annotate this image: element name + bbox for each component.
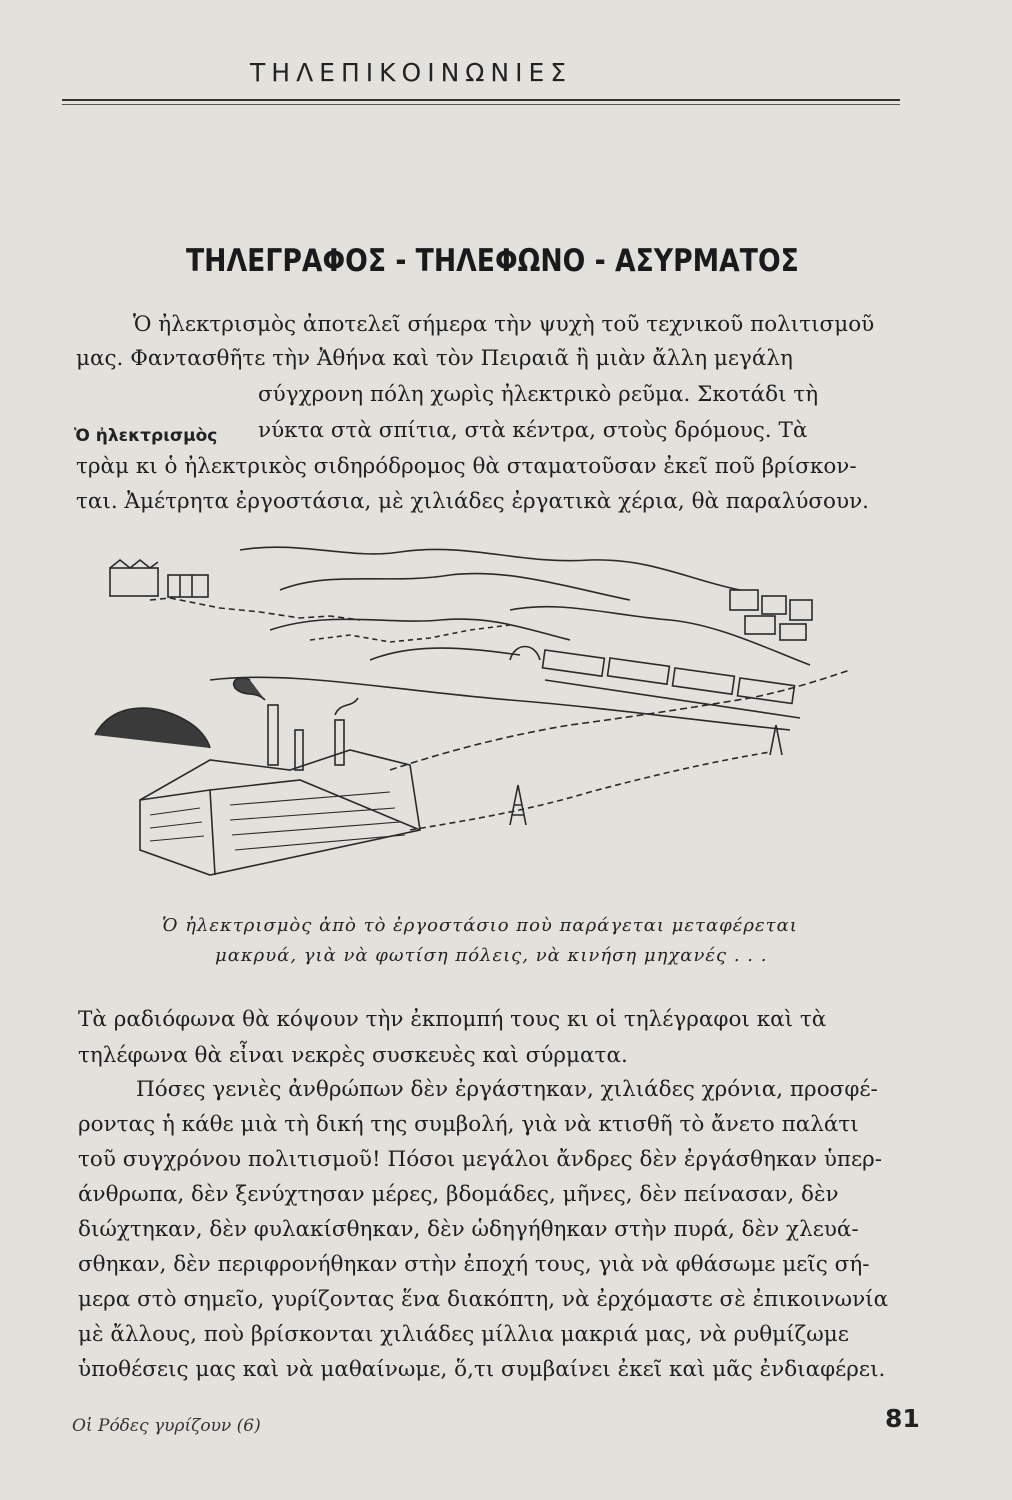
intro-line-3: σύγχρονη πόλη χωρὶς ἠλεκτρικὸ ρεῦμα. Σκοτάδι τὴ — [258, 382, 819, 407]
article-title: ΤΗΛΕΓΡΑΦΟΣ - ΤΗΛΕΦΩΝΟ - ΑΣΥΡΜΑΤΟΣ — [186, 243, 799, 279]
body-line-4: ροντας ἡ κάθε μιὰ τὴ δική της συμβολή, γιὰ νὰ κτισθῆ τὸ ἄνετο παλάτι — [78, 1112, 859, 1137]
illustration-caption-line-2: μακρυά, γιὰ νὰ φωτίση πόλεις, νὰ κινήση μηχανές . . . — [215, 945, 768, 966]
intro-line-2: μας. Φαντασθῆτε τὴν Ἀθήνα καὶ τὸν Πειραιᾶ ἢ μιὰν ἄλλη μεγάλη — [76, 346, 793, 371]
body-line-7: διώχτηκαν, δὲν φυλακίσθηκαν, δὲν ὡδηγήθηκαν στὴν πυρά, δὲν χλευά- — [78, 1217, 859, 1242]
running-head: ΤΗΛΕΠΙΚΟΙΝΩΝΙΕΣ — [250, 58, 573, 87]
power-transmission-illustration — [90, 530, 870, 885]
intro-line-6: ται. Ἀμέτρητα ἐργοστάσια, μὲ χιλιάδες ἐργατικὰ χέρια, θὰ παραλύσουν. — [76, 489, 869, 514]
footer-book-title: Οἱ Ρόδες γυρίζουν (6) — [72, 1416, 261, 1436]
intro-line-4: νύκτα στὰ σπίτια, στὰ κέντρα, στοὺς δρόμους. Τὰ — [258, 418, 808, 443]
body-line-8: σθηκαν, δὲν περιφρονήθηκαν στὴν ἐποχή τους, γιὰ νὰ φθάσωμε μεῖς σή- — [78, 1252, 870, 1277]
header-rule-thin — [62, 104, 900, 105]
header-rule — [62, 99, 900, 101]
side-label: Ὁ ἠλεκτρισμὸς — [74, 426, 218, 446]
intro-line-5: τρὰμ κι ὁ ἠλεκτρικὸς σιδηρόδρομος θὰ σταματοῦσαν ἐκεῖ ποῦ βρίσκον- — [76, 454, 857, 479]
body-line-11: ὑποθέσεις μας καὶ νὰ μαθαίνωμε, ὅ,τι συμβαίνει ἐκεῖ καὶ μᾶς ἐνδιαφέρει. — [78, 1357, 886, 1382]
body-line-5: τοῦ συγχρόνου πολιτισμοῦ! Πόσοι μεγάλοι ἄνδρες δὲν ἐργάσθηκαν ὑπερ- — [78, 1147, 883, 1172]
body-line-6: άνθρωπα, δὲν ξενύχτησαν μέρες, βδομάδες, μῆνες, δὲν πείνασαν, δὲν — [78, 1182, 839, 1207]
body-line-3: Πόσες γενιὲς ἀνθρώπων δὲν ἐργάστηκαν, χιλιάδες χρόνια, προσφέ- — [136, 1077, 878, 1102]
intro-line-1: Ὁ ἠλεκτρισμὸς ἀποτελεῖ σήμερα τὴν ψυχὴ τοῦ τεχνικοῦ πολιτισμοῦ — [133, 312, 875, 337]
page-number: 81 — [885, 1404, 920, 1433]
body-line-1: Τὰ ραδιόφωνα θὰ κόψουν τὴν ἐκπομπή τους κι οἱ τηλέγραφοι καὶ τὰ — [78, 1007, 827, 1032]
body-line-9: μερα στὸ σημεῖο, γυρίζοντας ἕνα διακόπτη, νὰ ἐρχόμαστε σὲ ἐπικοινωνία — [78, 1287, 889, 1312]
body-line-2: τηλέφωνα θὰ εἶναι νεκρὲς συσκευὲς καὶ σύρματα. — [78, 1043, 628, 1068]
illustration-caption-line-1: Ὁ ἠλεκτρισμὸς ἀπὸ τὸ ἐργοστάσιο ποὺ παράγεται μεταφέρεται — [162, 915, 798, 936]
body-line-10: μὲ ἄλλους, ποὺ βρίσκονται χιλιάδες μίλλια μακριά μας, νὰ ρυθμίζωμε — [78, 1322, 849, 1347]
